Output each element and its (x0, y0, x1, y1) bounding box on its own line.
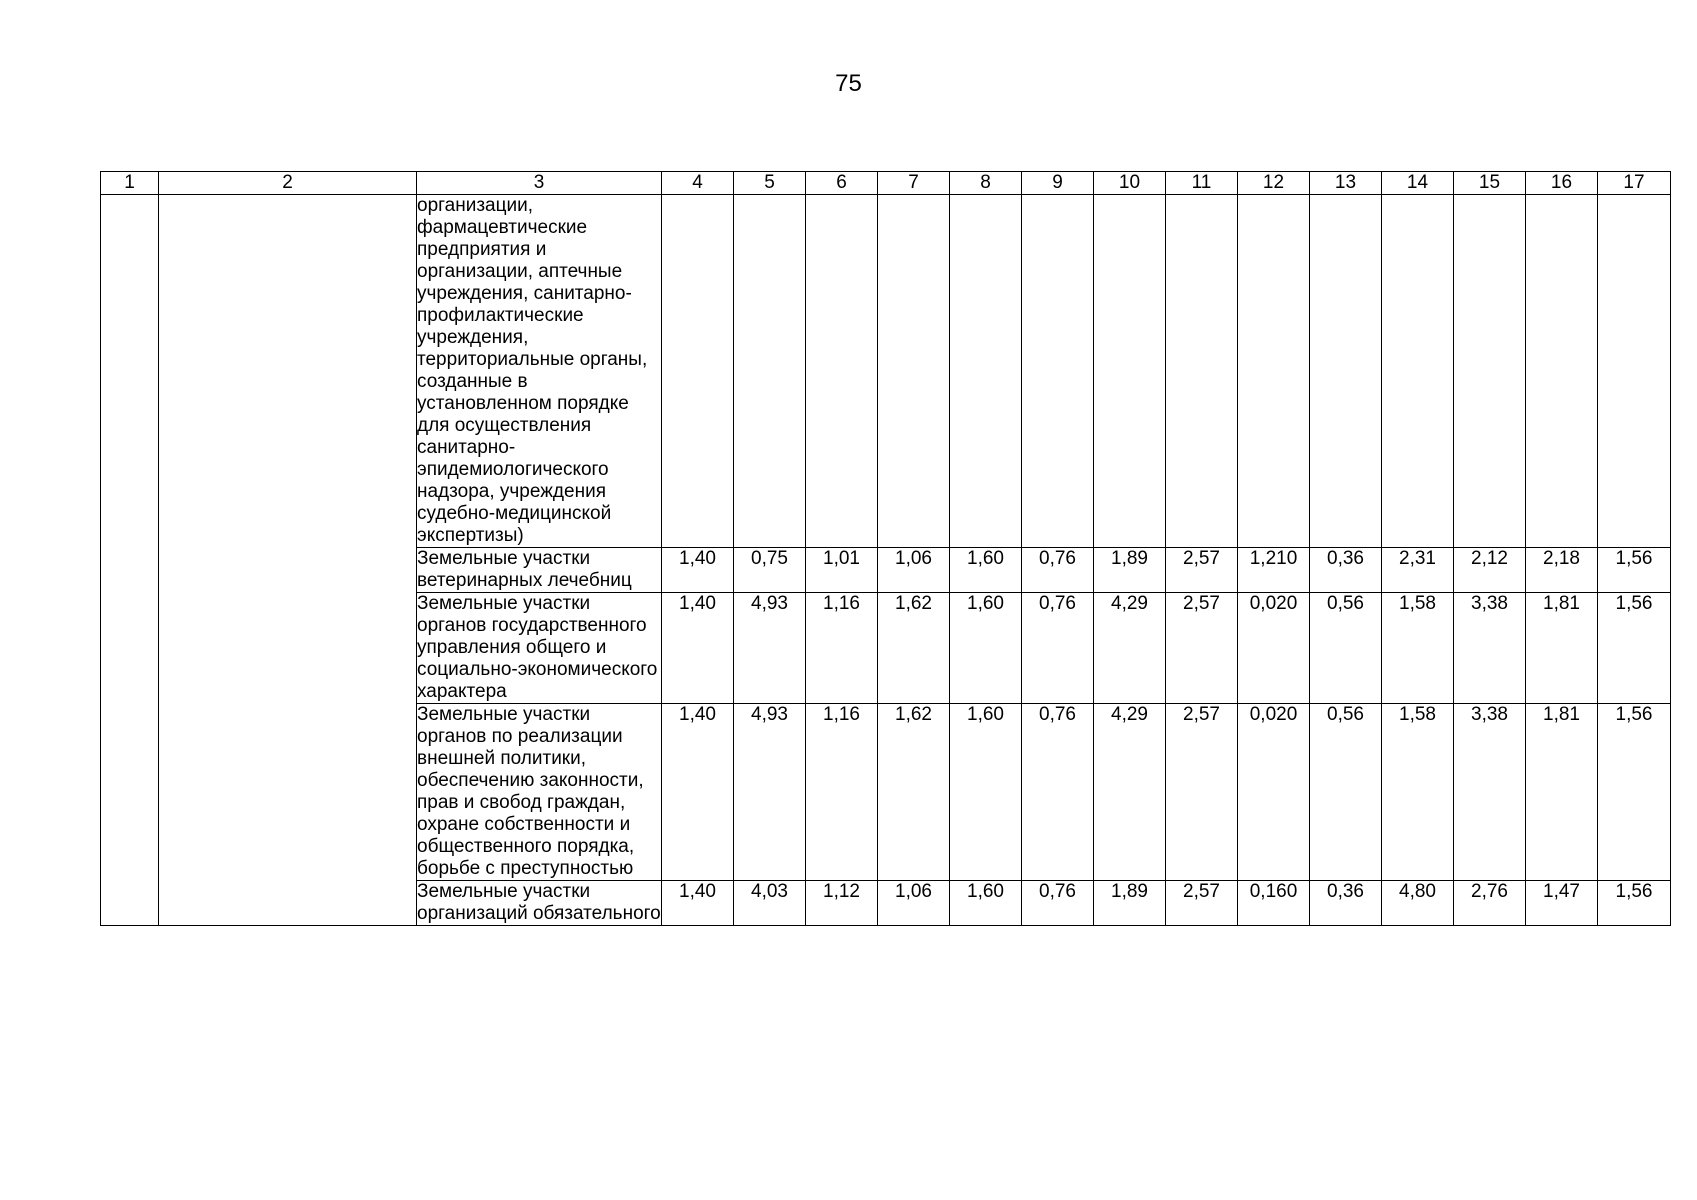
column-header: 15 (1454, 172, 1526, 195)
value-cell: 1,16 (806, 593, 878, 704)
value-cell (950, 195, 1022, 548)
column-header: 7 (878, 172, 950, 195)
value-cell (1598, 195, 1671, 548)
description-cell: Земельные участки органов по реализации внешней политики, обеспечению законности, прав и свобод граждан, охране собственности и общественного порядка, борьбе с преступностью (417, 704, 662, 881)
value-cell: 2,57 (1166, 704, 1238, 881)
value-cell: 4,29 (1094, 704, 1166, 881)
value-cell: 2,31 (1382, 548, 1454, 593)
page-number: 75 (835, 70, 862, 97)
value-cell: 0,56 (1310, 593, 1382, 704)
value-cell: 1,210 (1238, 548, 1310, 593)
column-number-row (101, 172, 1671, 195)
value-cell: 1,06 (878, 881, 950, 926)
column-header: 9 (1022, 172, 1094, 195)
column-header: 13 (1310, 172, 1382, 195)
column-header: 14 (1382, 172, 1454, 195)
column-header: 4 (662, 172, 734, 195)
column-header: 8 (950, 172, 1022, 195)
value-cell: 0,36 (1310, 881, 1382, 926)
value-cell (1238, 195, 1310, 548)
value-cell (1310, 195, 1382, 548)
value-cell (1166, 195, 1238, 548)
value-cell: 1,56 (1598, 593, 1671, 704)
value-cell: 1,40 (662, 881, 734, 926)
column-header: 6 (806, 172, 878, 195)
value-cell: 3,38 (1454, 704, 1526, 881)
value-cell: 4,29 (1094, 593, 1166, 704)
column-header: 12 (1238, 172, 1310, 195)
value-cell: 1,47 (1526, 881, 1598, 926)
column-header: 11 (1166, 172, 1238, 195)
description-cell: Земельные участки организаций обязательного (417, 881, 661, 924)
value-cell: 1,06 (878, 548, 950, 593)
value-cell: 4,80 (1382, 881, 1454, 926)
value-cell (878, 195, 950, 548)
value-cell: 0,160 (1238, 881, 1310, 926)
value-cell: 4,03 (734, 881, 806, 926)
column-header: 1 (101, 172, 159, 195)
value-cell: 1,40 (662, 593, 734, 704)
value-cell: 1,81 (1526, 593, 1598, 704)
column-header: 17 (1598, 172, 1671, 195)
column-header: 16 (1526, 172, 1598, 195)
value-cell: 1,40 (662, 704, 734, 881)
value-cell: 4,93 (734, 704, 806, 881)
value-cell: 0,36 (1310, 548, 1382, 593)
description-cell: Земельные участки органов государственного управления общего и социально-экономического характера (417, 593, 662, 704)
column-header: 2 (159, 172, 417, 195)
value-cell: 4,93 (734, 593, 806, 704)
value-cell: 1,16 (806, 704, 878, 881)
value-cell: 2,12 (1454, 548, 1526, 593)
value-cell: 1,89 (1094, 548, 1166, 593)
value-cell: 1,40 (662, 548, 734, 593)
value-cell: 1,56 (1598, 548, 1671, 593)
value-cell: 0,76 (1022, 881, 1094, 926)
value-cell: 1,58 (1382, 593, 1454, 704)
row-number-cell (101, 195, 159, 926)
value-cell: 2,57 (1166, 593, 1238, 704)
value-cell: 1,60 (950, 593, 1022, 704)
value-cell: 1,56 (1598, 704, 1671, 881)
value-cell: 1,89 (1094, 881, 1166, 926)
value-cell (734, 195, 806, 548)
value-cell: 1,62 (878, 593, 950, 704)
description-cell: Земельные участки ветеринарных лечебниц (417, 548, 662, 593)
value-cell: 0,76 (1022, 593, 1094, 704)
value-cell: 1,56 (1598, 881, 1671, 926)
value-cell (1022, 195, 1094, 548)
value-cell: 2,76 (1454, 881, 1526, 926)
value-cell: 3,38 (1454, 593, 1526, 704)
value-cell: 1,62 (878, 704, 950, 881)
value-cell (1094, 195, 1166, 548)
value-cell (1454, 195, 1526, 548)
value-cell (1526, 195, 1598, 548)
data-table (100, 171, 1671, 926)
value-cell: 1,58 (1382, 704, 1454, 881)
description-cell: организации, фармацевтические предприятия и организации, аптечные учреждения, санитарно-профилактические учреждения, территориальные органы, созданные в установленном порядке для осуществления санитарно-эпидемиологического надзора, учреждения судебно-медицинской экспертизы) (417, 195, 662, 548)
column-header: 10 (1094, 172, 1166, 195)
value-cell: 2,57 (1166, 548, 1238, 593)
table-row (101, 195, 1671, 548)
value-cell: 0,76 (1022, 548, 1094, 593)
value-cell: 2,18 (1526, 548, 1598, 593)
value-cell: 1,60 (950, 548, 1022, 593)
value-cell: 2,57 (1166, 881, 1238, 926)
value-cell: 1,81 (1526, 704, 1598, 881)
column-header: 5 (734, 172, 806, 195)
value-cell: 0,020 (1238, 593, 1310, 704)
value-cell (1382, 195, 1454, 548)
value-cell (662, 195, 734, 548)
value-cell (806, 195, 878, 548)
value-cell: 1,60 (950, 881, 1022, 926)
land-type-cell (159, 195, 417, 926)
value-cell: 0,56 (1310, 704, 1382, 881)
value-cell: 0,020 (1238, 704, 1310, 881)
value-cell: 1,60 (950, 704, 1022, 881)
column-header: 3 (417, 172, 662, 195)
value-cell: 0,75 (734, 548, 806, 593)
value-cell: 1,12 (806, 881, 878, 926)
value-cell: 0,76 (1022, 704, 1094, 881)
value-cell: 1,01 (806, 548, 878, 593)
